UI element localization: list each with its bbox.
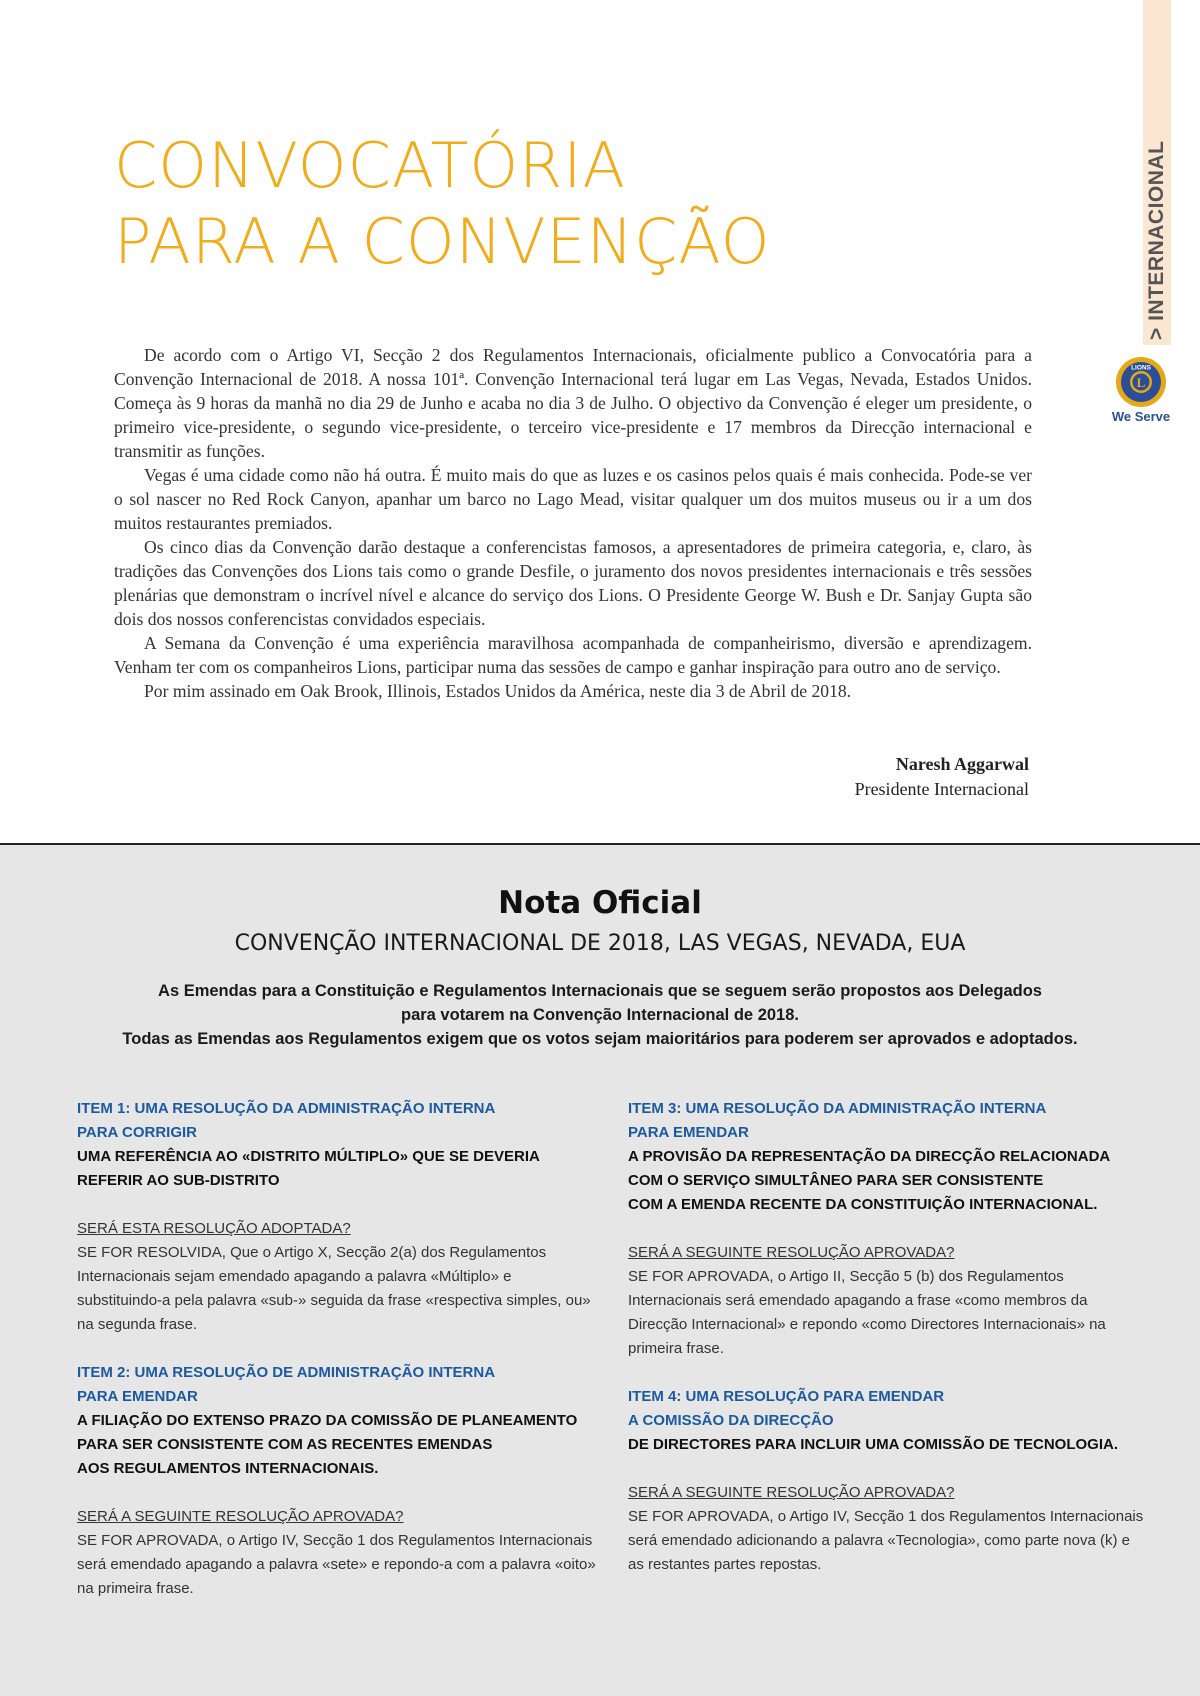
item-text: SE FOR RESOLVIDA, Que o Artigo X, Secção 2(a) dos Regulamentos Internacionais sejam emendado apagando a palavra «Múltiplo» e substituindo-a pela palavra «sub-» seguida da frase «respectiva simples, ou» na segunda frase. bbox=[77, 1244, 591, 1333]
signature-role: Presidente Internacional bbox=[854, 779, 1029, 799]
item-heading: A COMISSÃO DA DIRECÇÃO bbox=[628, 1412, 834, 1429]
item-subject: A PROVISÃO DA REPRESENTAÇÃO DA DIRECÇÃO RELACIONADA bbox=[628, 1148, 1111, 1165]
item-heading: PARA EMENDAR bbox=[628, 1124, 749, 1141]
item-question: SERÁ ESTA RESOLUÇÃO ADOPTADA? bbox=[77, 1220, 351, 1237]
items-column-left bbox=[77, 1097, 597, 1625]
signature-block bbox=[855, 752, 1029, 802]
resolution-item bbox=[77, 1097, 597, 1337]
note-intro-line: As Emendas para a Constituição e Regulamentos Internacionais que se seguem serão propostos aos Delegados bbox=[158, 982, 1042, 1000]
item-heading: ITEM 3: UMA RESOLUÇÃO DA ADMINISTRAÇÃO INTERNA bbox=[628, 1100, 1047, 1117]
item-subject: COM O SERVIÇO SIMULTÂNEO PARA SER CONSISTENTE bbox=[628, 1172, 1044, 1189]
resolution-item bbox=[628, 1385, 1148, 1577]
page-title bbox=[114, 128, 771, 280]
letter-paragraph: De acordo com o Artigo VI, Secção 2 dos Regulamentos Internacionais, oficialmente publico a Convocatória para a Convenção Internacional de 2018. A nossa 101ª. Convenção Internacional terá lugar em Las Vegas, Nevada, Estados Unidos. Começa às 9 horas da manhã no dia 29 de Junho e acaba no dia 3 de Julho. O objectivo da Convenção é eleger um presidente, o primeiro vice-presidente, o segundo vice-presidente, o terceiro vice-presidente e 17 membros da Direcção internacional e transmitir as funções. bbox=[114, 345, 1032, 461]
tagline: We Serve bbox=[1111, 409, 1171, 424]
letter-paragraph: Os cinco dias da Convenção darão destaque a conferencistas famosos, a apresentadores de primeira categoria, e, claro, às tradições das Convenções dos Lions tais como o grande Desfile, o juramento dos novos presidentes internacionais e três sessões plenárias que demonstram o incrível nível e alcance do serviço dos Lions. O Presidente George W. Bush e Dr. Sanjay Gupta são dois dos nossos conferencistas convidados especiais. bbox=[114, 537, 1032, 629]
item-heading: ITEM 2: UMA RESOLUÇÃO DE ADMINISTRAÇÃO INTERNA bbox=[77, 1364, 496, 1381]
logo-letter: L bbox=[1136, 375, 1146, 390]
item-text: SE FOR APROVADA, o Artigo IV, Secção 1 dos Regulamentos Internacionais será emendado apagando a palavra «sete» e repondo-a com a palavra «oito» na primeira frase. bbox=[77, 1532, 596, 1597]
letter-paragraph: Vegas é uma cidade como não há outra. É muito mais do que as luzes e os casinos pelos quais é mais conhecida. Pode-se ver o sol nascer no Red Rock Canyon, apanhar um barco no Lago Mead, visitar qualquer um dos muitos museus ou ir a um dos muitos restaurantes premiados. bbox=[114, 465, 1032, 533]
note-intro-line: Todas as Emendas aos Regulamentos exigem que os votos sejam maioritários para poderem ser aprovados e adoptados. bbox=[122, 1030, 1078, 1048]
item-heading: PARA EMENDAR bbox=[77, 1388, 198, 1405]
lions-logo bbox=[1108, 356, 1174, 424]
official-note-section bbox=[0, 845, 1200, 1696]
resolution-item bbox=[628, 1097, 1148, 1361]
note-title: Nota Oficial bbox=[498, 885, 702, 921]
note-subtitle: CONVENÇÃO INTERNACIONAL DE 2018, LAS VEGAS, NEVADA, EUA bbox=[234, 931, 966, 956]
item-subject: DE DIRECTORES PARA INCLUIR UMA COMISSÃO DE TECNOLOGIA. bbox=[628, 1436, 1119, 1453]
logo-text: LIONS bbox=[1131, 364, 1151, 372]
title-line-2: PARA A CONVENÇÃO bbox=[114, 205, 771, 278]
note-intro bbox=[60, 979, 1140, 1051]
item-text: SE FOR APROVADA, o Artigo IV, Secção 1 dos Regulamentos Internacionais será emendado adicionando a palavra «Tecnologia», como parte nova (k) e as restantes partes repostas. bbox=[628, 1508, 1144, 1573]
item-question: SERÁ A SEGUINTE RESOLUÇÃO APROVADA? bbox=[77, 1508, 404, 1525]
title-line-1: CONVOCATÓRIA bbox=[114, 129, 626, 202]
item-heading: ITEM 1: UMA RESOLUÇÃO DA ADMINISTRAÇÃO INTERNA bbox=[77, 1100, 496, 1117]
item-subject: A FILIAÇÃO DO EXTENSO PRAZO DA COMISSÃO DE PLANEAMENTO bbox=[77, 1412, 578, 1429]
item-text: SE FOR APROVADA, o Artigo II, Secção 5 (b) dos Regulamentos Internacionais será emendado apagando a frase «como membros da Direcção Internacional» e repondo «como Directores Internacionais» na primeira frase. bbox=[628, 1268, 1106, 1357]
item-subject: PARA SER CONSISTENTE COM AS RECENTES EMENDAS bbox=[77, 1436, 493, 1453]
resolution-item bbox=[77, 1361, 597, 1601]
letter-paragraph: A Semana da Convenção é uma experiência maravilhosa acompanhada de companheirismo, diversão e aprendizagem. Venham ter com os companheiros Lions, participar numa das sessões de campo e ganhar inspiração para outro ano de serviço. bbox=[114, 633, 1032, 677]
item-subject: AOS REGULAMENTOS INTERNACIONAIS. bbox=[77, 1460, 379, 1477]
section-tab-label: > INTERNACIONAL bbox=[1145, 140, 1168, 340]
note-intro-line: para votarem na Convenção Internacional de 2018. bbox=[401, 1006, 799, 1024]
letter-body bbox=[114, 343, 1032, 703]
signature-name: Naresh Aggarwal bbox=[895, 754, 1029, 774]
letter-paragraph: Por mim assinado em Oak Brook, Illinois, Estados Unidos da América, neste dia 3 de Abril de 2018. bbox=[144, 681, 852, 701]
item-question: SERÁ A SEGUINTE RESOLUÇÃO APROVADA? bbox=[628, 1244, 955, 1261]
item-subject: UMA REFERÊNCIA AO «DISTRITO MÚLTIPLO» QUE SE DEVERIA bbox=[77, 1148, 540, 1165]
item-question: SERÁ A SEGUINTE RESOLUÇÃO APROVADA? bbox=[628, 1484, 955, 1501]
lions-emblem-icon bbox=[1109, 356, 1173, 408]
items-column-right bbox=[628, 1097, 1148, 1601]
item-heading: PARA CORRIGIR bbox=[77, 1124, 197, 1141]
item-heading: ITEM 4: UMA RESOLUÇÃO PARA EMENDAR bbox=[628, 1388, 945, 1405]
item-subject: REFERIR AO SUB-DISTRITO bbox=[77, 1172, 280, 1189]
item-subject: COM A EMENDA RECENTE DA CONSTITUIÇÃO INTERNACIONAL. bbox=[628, 1196, 1098, 1213]
